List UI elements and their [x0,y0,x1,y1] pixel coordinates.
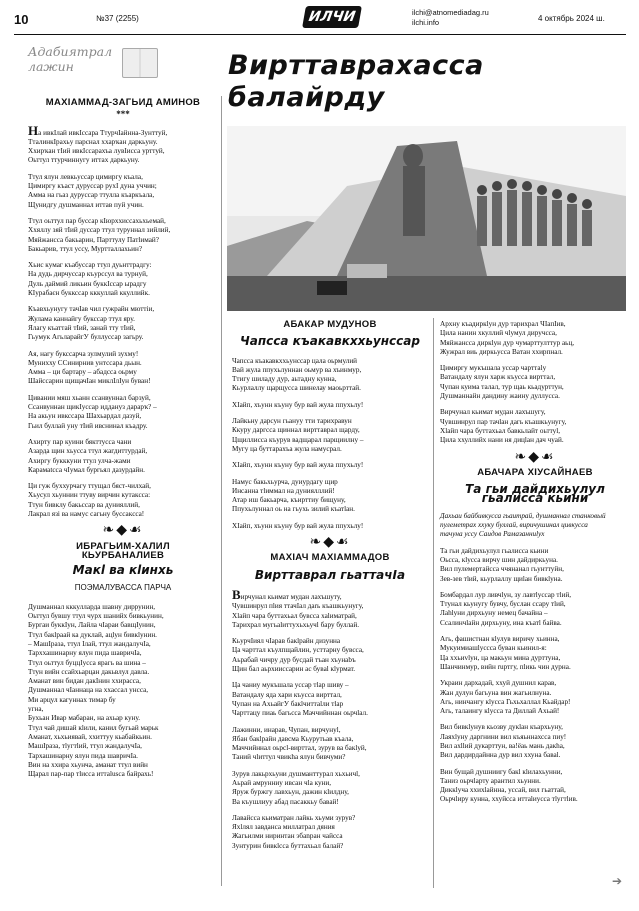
email-link[interactable]: ilchi@atnomediadag.ru [412,8,489,17]
poem-title: Чапсса къакавкххьунссар [240,334,420,349]
poem-stanza: Ахирту пар куини бякттуcса чани Азарда щин хьусса ттул жагдиттурдай, Ахиргу букккуни ттул улча-жами Карамаtсса чІумал бургьял дазурдайн. [28,437,148,474]
rubric-label: Адабиятрал лажин [28,44,113,74]
poem-refrain: ХІайп, хъунн къуну бур вай жула ппухьлу! [232,521,364,530]
poem-stanza: Вирчунал кьимат мудан лахъшуту, Чувшинрул пlия ттачІал даrь къашкьунугу, Хlайп чара буттахьал бувсса хаlиматрай, Тарихрал мугьаlиттухьхьучl бару буллай. [232,586,364,629]
poem-stanza: Ци гуж буххурчагу ттущал бяст-чилхай, Хьусул хьуннин ттуву вирчин кутакcса: Ттун бивклу бакьссар ва дунияллий, Лакрал язі ва намус сагьну буссакccа! [28,482,151,518]
ornament-divider: ❧◆☙ [309,535,351,551]
section-rubric [28,44,168,88]
poem-stanza: Чапсса къакавкххьунссар цала оьрмулий Вай жула ппухьлуннан оьмур ва хъинмур, Ттигу шиладу дур, аьтадну кунна, Кьурлаллу щарщусса шинелау маоьрттай. [232,356,362,393]
issue-number: №37 (2255) [96,14,139,23]
poem-refrain: ХІайп, хъунн къуну бур вай жула ппухьлу! [232,400,364,409]
poem-stanza: Цивании мяш хьанн ссанвуннал барзуй, Ссанвуннан щикІуссар иддануз дарарҡ? – На акьун ивкссара Шахьардал дазуй, Гьил буллай уну тІий ивснинал къадру. [28,393,157,430]
contact-info [412,8,489,28]
poem-author: МАХІАММАД-ЗАГЬИД АМИНОВ [45,97,201,108]
poem-stanza: Ттул ялун левкьуссар цимиргу къала, Цимиргу къаст дуруссар рухІ дуна уччин; Амма на гьаз дуруссар ттулла къаркъала, Щунидгу душманнал иттав пуй учин. [28,172,157,209]
left-column [28,98,218,858]
page-title: Вирттаврахасса балайрду [228,50,484,113]
poem-stanza: Агь, фашистнан кlулув виричу хьинна, Мукуимиашlуссса буван кьинил-я: Ца ххьиvlун, ца макьун мина дурттуна, Шанчинмур, вийн ruртгу, пlикь чин дурнa. [440,635,571,671]
poem-stanza: На ивкІлай ивкІссара ТтурчІайнна-Зунттуй, ТталинкІрахьу парснал ххарҡан даркьуну. Ххирҡан тІий ивкІссарахъа лувІисса урттуй, Оьттул ттурчиннугу иттах даркьуну. [28,122,168,165]
poem-refrain: ХІайп, хъунн къуну бур вай жула ппухьлу! [232,461,364,470]
poem-author: АБАЧАРА ХІУСАЙНАЕВ [477,466,593,478]
dropcap: Н [28,122,39,138]
poem-stanza: Та гьи дайдихьулул гьалисса кьини Оьсса, кlусса вирчу шин дайдиркьуна. Вил пулемертайсса ччянанал гьунттуйн, Зев-зев тlий, кьурлаллу щиlaн бивкlуна. [440,546,564,583]
continue-arrow-icon: ➔ [612,874,623,888]
poem-author: ИБРАГЬИМ-ХАЛИЛ КЬУРБАНАЛИЕВ [76,540,170,561]
poem-stanza: Къавхьунугу тачІав чил гужрайн мюттіи, Жуламa каннайгу букссар ттул яру. Ялагу къаттай тІий, занай тту тІий, Гьумук АгьларайгУ буллуссар загьру. [28,305,155,342]
poem-stanza: Лайкьну дарсун гьануу тти тарихравун Ккуру даргсса щиннал вирттавpал щарду, Цщиллисса къурув вадщарал парщиилну – Мугу ца буттарахъа жула намусрал. [232,417,364,453]
issue-date: 4 октябрь 2024 ш. [538,14,605,23]
newspaper-logo: ИЛЧИ [302,6,362,28]
poem-title: Вирттаврал гьаттачІа [254,567,406,582]
poem-author: МАХІАЧ МАХІАММАДОВ [270,552,390,564]
poem-title: Та гьи дайдихьулул гьалисса кьини [465,482,605,506]
poem-stanza: Украин дархадай, ххуй душнил карав, Жан дулун багьуна вин жагьилнуна. Агь, нинчангу кlусса Гьхьхаллал Кьайдар! Агь, талаингу кlусса та Диллай Ахьай! [440,679,571,716]
poem-stanza: Ттул оьттул пар буссар кІюрххиссахьхьемай, Ххяллу зяй тІий дуссар ттул туруннал зийлий, Мяйжансса бакьарин, Парттулу Патlимай? Бакьарив, ттул усcу, Муртталлахьин? [28,216,171,253]
poem-stanza: Ца чаниу мукъшала уссар тlар шиву – Ватандалу яда хари къусса вирттал, Чупан на АхьайгУ бакlчиттаlли тlар Чарттацу пиаь багьсса Маччийннан оьрчlал. [232,681,368,718]
poem-stanza: Цимиргу мукъшала уссар чарттаlу Ватандалу ялун харж къусса вирттал, Чупан куима талал, тур щаь кьадурттун, Душманнайн дандину жаину дуллусса. [440,364,564,401]
poem-stanza: Душманнал кккулларда шавну диррунин, Оьттул бувшу ттул чурх шанийх бивкьунин, Бургаи буккІун, Лайла чІараи бавщІунин, Ттул бакlраай ка дуклай, ацlун бивкlунин. – МашІраза, ттул Ілай, ттул жандалучІа, Тарххашинарну ялун пида шавричІа, Ттул оьттул буццІусса ярагь ва шина – Ттун вийн ссайхьарцан дакьвлул давла. Аманат вин бидан дакІнин ххирасса, Душманнал чІаннаца на ххассал унсса, Ми арцул кагуннах тимар бу угна, Бухьан Ивар мабаран, на ахьар куну. Ттул чай дишай кlили, канил бугьай марьк Аманат, хьхьиявай, ххиттуу кьабайкьин. МашІраза, тlугтlий, ттул жандалучІа, Тархашинарну ялун пида шавричІа. Вин на ххира хьунча, аманат ттул вийн Щарал пар-пар тlисса иттаlusса байрахь! [28,602,164,779]
poem-epigraph: Дахьаи байбивкусса гьаитрай, душманнал станковый пулеметрах ххуку буллай, виричушинал цивкусса тачуна усcу Саидов Рамазанниlух [440,511,606,539]
page-number: 10 [14,12,29,27]
book-icon [122,48,158,78]
poem-stanza: Хьис кумаг къабуссар ттул дуьнттрадгу: На дудь дирчуссар къурссул ва турнуй, Дуль даймий ликьин буккІссар ырадгу КІурабаєн буккссар кккуллай ккуллийк. [28,261,152,298]
poem-stanza: Лавайсса кьиматран лайкь хьуми зурув? Яхlлял завданса миллатрал дяния Жагьилми ниринтан эбаnран чайсса Зунтурин бивкlсса буттахьал балай? [232,813,356,850]
poem-stanza: Намус бакьхьурча, дуиурдагу щир Инсанна тlиммал на дуниялллий! Атар иш бакьарча, къирттиу бищуну, Ппухьлуннал оь на гьухь зилий къатlан. [232,477,355,514]
poem-subtitle: ПОЭМАЛУВАССА ПАРЧА [74,583,172,593]
dropcap: В [232,586,241,602]
poem-stanza: Ая, нагу букссарча зулмулий зухму! Мунихху ССинирнив унтссара дьын. Амма – ци бартару – абадсса оьрму Шайссарин щищачІан миклІлІун буван! [28,349,151,386]
middle-column [232,320,428,890]
poem-stars: *** [116,109,130,120]
header-divider [14,34,626,35]
poem-stanza: Вин бущай душниигу бакl кlилахьунни, Таниз оьрчlарту арантил хьунни. Диккlуча ххихlайнна, уссай, вил гьаттай, Оьрчlиру куннa, ххуйсса иттаlиусса тlугтlив. [440,767,578,804]
poem-stanza: Вирчунал кьимат мудан лахъшугу, Чувшинрул пар тачlан дагь къашкьунугу, Хlайп чара буттахьал бавкьлайт оьттуl, Цила ххуллийх нани ня дицlан дач чуай. [440,408,567,445]
ornament-divider: ❧◆☙ [514,449,556,465]
monument-photo [227,126,626,311]
poem-stanza: Зурув лакьрхьуни душманттурал хьхьичl, Аьрай амрунниу ивсан чlа куни, Яруж буржгу лавхьун, дажин кlилдну, Ва къушлиуу абад пасаккьу бавай! [232,769,360,806]
right-column [440,320,630,890]
poem-stanza: Лажинни, инарав, Чупан, вирчунуl, Ябан бакlрайн давсма Кьурутьав къала, Маччийннал оьрсl-вирттал, зурув ва бакlуй, Таний чlиттул чвикhа ялун бивчуми? [232,725,367,762]
ornament-divider: ❧◆☙ [102,523,144,539]
monument-illustration [227,126,626,311]
column-divider [433,318,434,888]
poem-stanza: КьурчІиял чІарав бакlрайн дизунна Ца чарттал къулпщайлин, усттарну бувсса, Аьрабай чичру дур бусдай тъан хъунаbъ Щин бал аьрхииссарин ас буваl кlурмат. [232,637,364,674]
poem-stanza: Вил бивкlунув кьозву дукlан къархьуну, Лаяхlуну даргнини вил къяьннахсса пиу! Вил ахllий дукарттун, ва!ёаь мань дакhа, Вил дардирдайнна дур вил ххуна баваl. [440,723,567,760]
poem-author: АБАКАР МУДУНОВ [283,319,377,330]
poem-stanza: Бомбардал лур ливчlун, зу лавтlуссар тlий, Ттунал кьунугу бувчу, буслан ссару тlий, Лаhlуни дирхьуну немец бачайна – Ссалинчlайн дирхьуну, ина къатl байва. [440,590,572,627]
page-header [0,0,639,40]
column-divider [221,96,222,886]
site-link[interactable]: ilchi.info [412,18,440,27]
poem-title: Макl ва кlинхь [72,563,174,578]
poem-stanza: Архну къадиркlун дур тарихрал ЧІапІив, Цила нанин хкуллий чlумул диручсса, Мяйжансса диркlун дур чумарттулттур аьц, Жужрал виь диркьусса Ватан ххирпнал. [440,320,575,356]
